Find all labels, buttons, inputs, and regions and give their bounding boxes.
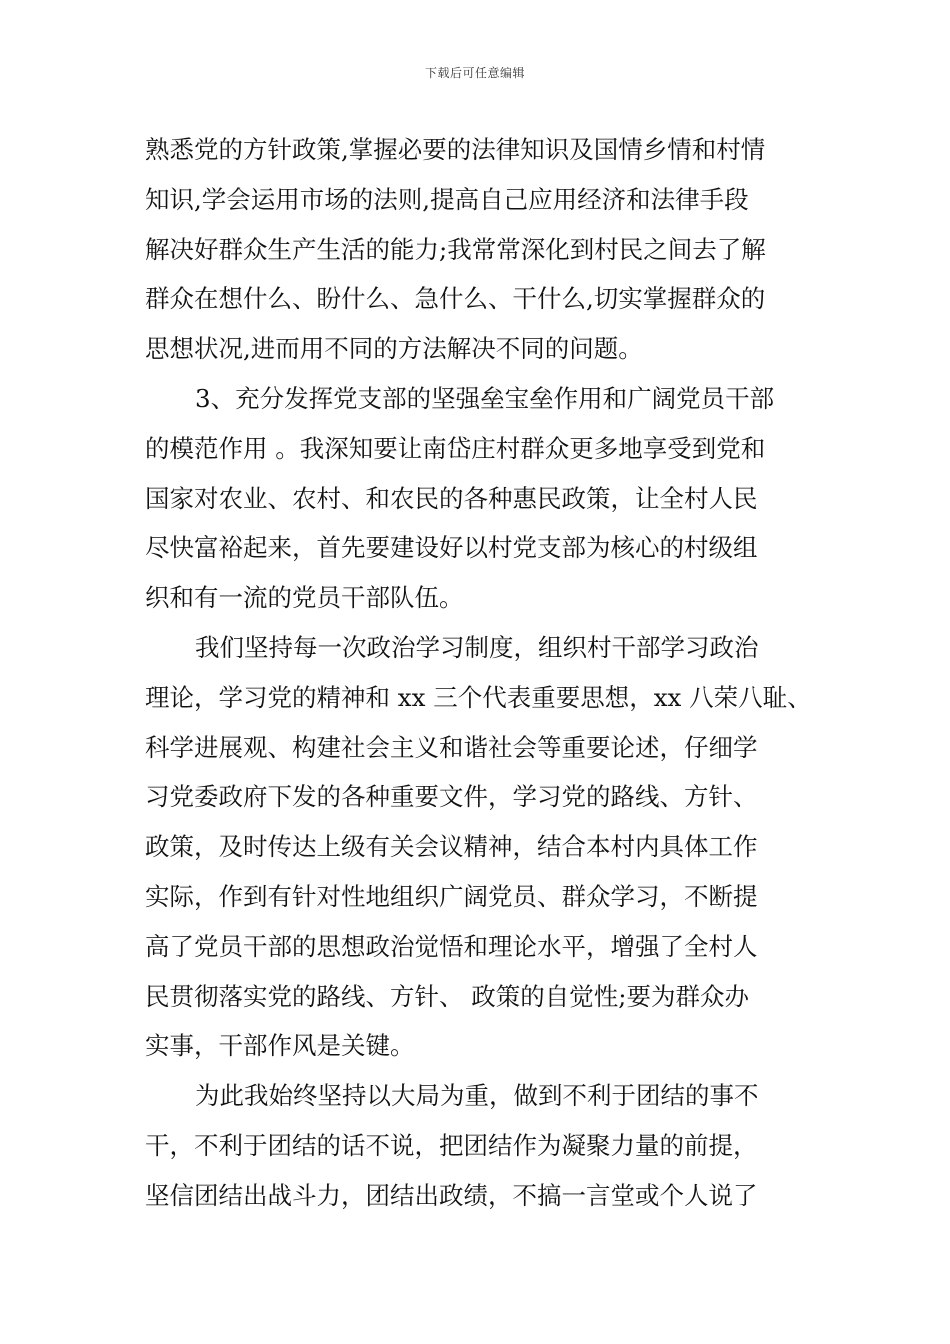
text-line: 干，不利于团结的话不说，把团结作为凝聚力量的前提， (145, 1130, 758, 1160)
text-line: 群众在想什么、盼什么、急什么、干什么,切实掌握群众的 (145, 284, 766, 314)
text-line: 熟悉党的方针政策,掌握必要的法律知识及国情乡情和村情 (145, 135, 766, 164)
text-line: 高了党员干部的思想政治觉悟和理论水平，增强了全村人 (145, 931, 758, 961)
text-line: 实事，干部作风是关键。 (145, 1031, 415, 1061)
text-line: 习党委政府下发的各种重要文件，学习党的路线、方针、 (145, 782, 758, 812)
text-line: 解决好群众生产生活的能力;我常常深化到村民之间去了解 (145, 234, 766, 264)
text-line: 理论，学习党的精神和 xx 三个代表重要思想，xx 八荣八耻、 (145, 682, 812, 712)
document-body (145, 125, 845, 1221)
text-line: 的模范作用 。我深知要让南岱庄村群众更多地享受到党和 (145, 433, 766, 463)
text-line: 尽快富裕起来，首先要建设好以村党支部为核心的村级组 (145, 533, 758, 563)
text-line: 坚信团结出战斗力，团结出政绩，不搞一言堂或个人说了 (145, 1180, 758, 1210)
text-line: 国家对农业、农村、和农民的各种惠民政策，让全村人民 (145, 483, 758, 513)
text-line: 我们坚持每一次政治学习制度，组织村干部学习政治 (195, 632, 759, 662)
page-header: 下载后可任意编辑 (424, 66, 525, 80)
text-line: 政策，及时传达上级有关会议精神，结合本村内具体工作 (145, 832, 758, 862)
text-line: 知识,学会运用市场的法则,提高自己应用经济和法律手段 (145, 184, 749, 214)
text-line: 实际，作到有针对性地组织广阔党员、群众学习，不断提 (145, 881, 758, 911)
text-line: 民贯彻落实党的路线、方针、 政策的自觉性;要为群众办 (145, 981, 750, 1011)
text-line: 思想状况,进而用不同的方法解决不同的问题。 (145, 334, 643, 364)
text-line: 为此我始终坚持以大局为重，做到不利于团结的事不 (195, 1081, 759, 1111)
text-line: 3、充分发挥党支部的坚强垒宝垒作用和广阔党员干部 (195, 383, 775, 413)
text-line: 织和有一流的党员干部队伍。 (145, 583, 464, 613)
text-line: 科学进展观、构建社会主义和谐社会等重要论述，仔细学 (145, 732, 758, 762)
